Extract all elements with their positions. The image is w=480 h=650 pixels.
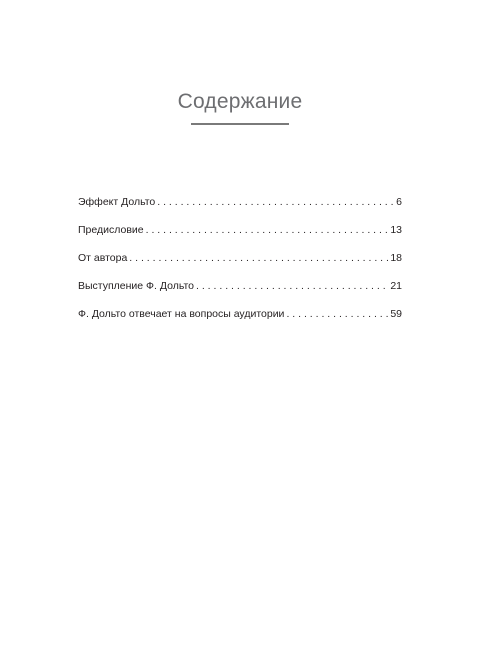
toc-entry-label: От автора — [78, 252, 128, 264]
dot-leader — [129, 251, 388, 265]
toc-entry-dolto-speech[interactable] — [78, 279, 402, 307]
page-title: Содержание — [177, 90, 303, 113]
toc-entry-page: 13 — [390, 224, 402, 236]
title-underline — [191, 123, 289, 125]
toc-entry-page: 59 — [390, 308, 402, 320]
dot-leader — [286, 307, 388, 321]
toc-entry-label: Эффект Дольто — [78, 196, 156, 208]
toc-entry-from-author[interactable] — [78, 251, 402, 279]
toc-entry-page: 21 — [390, 280, 402, 292]
toc-entry-label: Выступление Ф. Дольто — [78, 280, 195, 292]
table-of-contents — [78, 195, 402, 335]
dot-leader — [157, 195, 394, 209]
toc-entry-label: Предисловие — [78, 224, 144, 236]
toc-entry-audience-questions[interactable] — [78, 307, 402, 335]
toc-entry-label: Ф. Дольто отвечает на вопросы аудитории — [78, 308, 285, 320]
toc-entry-dolto-effect[interactable] — [78, 195, 402, 223]
dot-leader — [196, 279, 388, 293]
toc-entry-page: 18 — [390, 252, 402, 264]
toc-entry-page: 6 — [396, 196, 402, 208]
dot-leader — [146, 223, 389, 237]
toc-entry-preface[interactable] — [78, 223, 402, 251]
